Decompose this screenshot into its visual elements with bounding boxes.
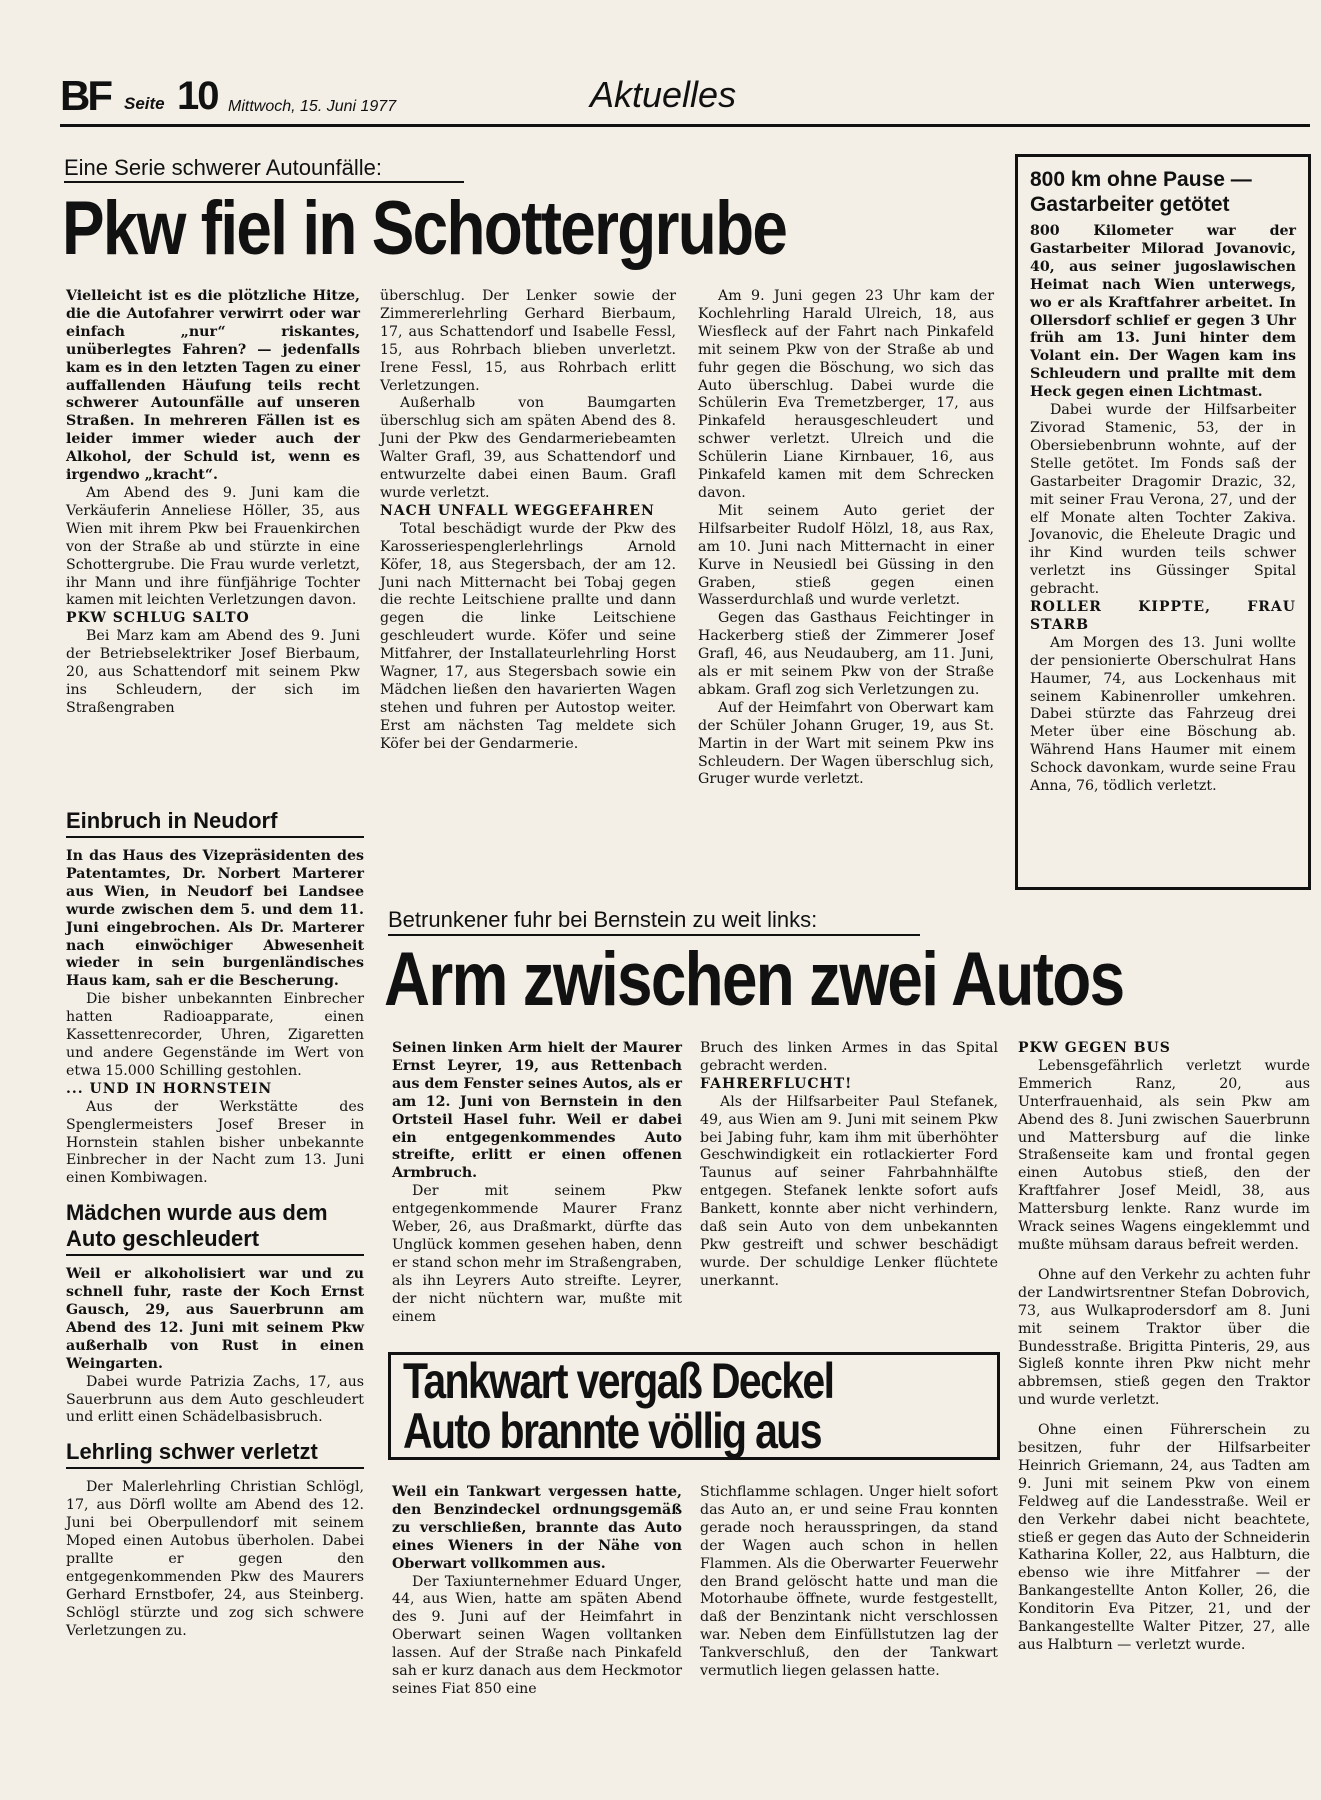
bus-column [1018, 1040, 1310, 1655]
issue-date: Mittwoch, 15. Juni 1977 [228, 98, 397, 115]
subhead-roller: ROLLER KIPPTE, FRAU STARB [1030, 599, 1296, 633]
section-title: Aktuelles [590, 74, 737, 115]
arm-column-2 [700, 1040, 998, 1291]
main-column-1 [66, 288, 360, 718]
maedchen-headline: Mädchen wurde aus dem Auto geschleudert [66, 1200, 328, 1252]
maedchen-paragraph: Dabei wurde Patrizia Zachs, 17, aus Sauerbrunn aus dem Auto geschleudert und erlitt einen Schädelbasisbruch. [66, 1373, 364, 1426]
arm-paragraph: Bruch des linken Armes in das Spital gebracht werden. [700, 1040, 998, 1074]
arm-paragraph: Der mit seinem Pkw entgegenkommende Maurer Franz Weber, 26, aus Draßmarkt, dürfte das Unglück kommen gesehen haben, denn er stand schon mehr im Straßengraben, als ihn Leyrers Auto streifte. Leyrer, der nicht nüchtern war, mußte mit einem [392, 1183, 682, 1325]
main-paragraph: Auf der Heimfahrt von Oberwart kam der Schüler Johann Gruger, 19, aus St. Martin in der Wart mit seinem Pkw ins Schleudern. Der Wagen überschlug sich, Gruger wurde verletzt. [698, 699, 994, 788]
main-column-2 [380, 288, 676, 754]
headline-rule [66, 1254, 364, 1256]
main-paragraph: Mit seinem Auto geriet der Hilfsarbeiter Rudolf Hölzl, 18, aus Rax, am 10. Juni nach Mitternacht in einer Kurve in Neusiedl bei Güssing in den Graben, stieß gegen einen Wasserdurchlaß und wurde verletzt. [698, 502, 994, 609]
subhead-bus: PKW GEGEN BUS [1018, 1040, 1171, 1056]
masthead-logo: BF [60, 72, 110, 119]
main-paragraph: Gegen das Gasthaus Feichtinger in Hackerberg stieß der Zimmerer Josef Grafl, 46, aus Neudauberg, am 11. Juni, als er mit seinem Pkw von der Straße abkam. Grafl zog sich Verletzungen zu. [698, 610, 994, 698]
box-paragraph: Am Morgen des 13. Juni wollte der pensionierte Oberschulrat Hans Haumer, 74, aus Lockenhaus mit seinem Kabinenroller umkehren. Dabei stürzte das Fahrzeug drei Meter über eine Böschung ab. Während Hans Haumer mit einem Schock davonkam, wurde seine Frau Anna, 76, tödlich verletzt. [1030, 634, 1296, 795]
main-kicker: Eine Serie schwerer Autounfälle: [64, 155, 382, 180]
page-label: Seite [124, 94, 165, 113]
lehrling-paragraph: Der Malerlehrling Christian Schlögl, 17, aus Dörfl wollte am Abend des 12. Juni bei Oberpullendorf mit seinem Moped einen Autobus überholen. Dabei prallte er gegen den entgegenkommenden Pkw des Maurers Gerhard Ernstbofer, 24, aus Steinberg. Schlögl stürzte und zog sich schwere Verletzungen zu. [66, 1479, 364, 1639]
main-column-3 [698, 288, 994, 789]
subhead-fahrerflucht: FAHRERFLUCHT! [700, 1075, 853, 1092]
box-headline: 800 km ohne Pause — Gastarbeiter getötet [1030, 168, 1252, 216]
arm-paragraph: Als der Hilfsarbeiter Paul Stefanek, 49, aus Wien am 9. Juni mit seinem Pkw bei Jabing fuhr, kam ihm mit überhöhter Geschwindigkeit ein rotlackierter Ford Taunus auf seiner Fahrbahnhälfte entgegen. Stefanek lenkte sofort aufs Bankett, konnte aber nicht verhindern, daß sein Auto von dem unbekannten Pkw gestreift und schwer beschädigt wurde. Der schuldige Lenker flüchtete unerkannt. [700, 1093, 998, 1289]
tank-headline-line-2: Auto brannte völlig aus [403, 1403, 821, 1459]
neudorf-headline: Einbruch in Neudorf [66, 808, 278, 833]
neudorf-paragraph: Die bisher unbekannten Einbrecher hatten Radioapparate, einen Kassettenrecorder, Uhren, Zigaretten und andere Gegenstände im Wert von etwa 15.000 Schilling gestohlen. [66, 991, 364, 1079]
arm-headline: Arm zwischen zwei Autos [384, 937, 1124, 1022]
lehrling-headline: Lehrling schwer verletzt [66, 1439, 318, 1465]
arm-kicker: Betrunkener fuhr bei Bernstein zu weit links: [388, 907, 818, 932]
main-lead: Vielleicht ist es die plötzliche Hitze, die die Autofahrer verwirrt oder war einfach „nur“ riskantes, unüberlegtes Fahren? — jedenfalls kam es in den letzten Tagen zu einer auffallenden Häufung teils recht schwerer Autounfälle auf unseren Straßen. In mehreren Fällen ist es leider immer wieder auch der Alkohol, der Schuld ist, wenn es irgendwo „kracht“. [66, 288, 360, 484]
arm-lead: Seinen linken Arm hielt der Maurer Ernst Leyrer, 19, aus Rettenbach aus dem Fenster seines Autos, als er am 12. Juni von Bernstein in den Ortsteil Hasel fuhr. Weil er dabei ein entgegenkommendes Auto streifte, erlitt er einen offenen Armbruch. [392, 1040, 682, 1182]
tank-headline-line-1: Tankwart vergaß Deckel [403, 1353, 834, 1409]
page-header [60, 72, 1310, 130]
main-paragraph: Bei Marz kam am Abend des 9. Juni der Betriebselektriker Josef Bierbaum, 20, aus Schattendorf mit seinem Pkw ins Schleudern, der sich im Straßengraben [66, 628, 360, 716]
subhead-weggefahren: NACH UNFALL WEGGEFAHREN [380, 502, 655, 519]
box-lead: 800 Kilometer war der Gastarbeiter Milorad Jovanovic, 40, aus seiner jugoslawischen Heimat nach Wien unterwegs, wo er als Kraftfahrer arbeitet. In Ollersdorf schlief er gegen 3 Uhr früh am 13. Juni hinter dem Volant ein. Der Wagen kam ins Schleudern und prallte mit dem Heck gegen einen Lichtmast. [1030, 223, 1296, 401]
main-paragraph: Außerhalb von Baumgarten überschlug sich am späten Abend des 8. Juni der Pkw des Gendarmeriebeamten Walter Grafl, 39, aus Schattendorf und entwurzelte dabei einen Baum. Grafl wurde verletzt. [380, 395, 676, 501]
tank-lead: Weil ein Tankwart vergessen hatte, den Benzindeckel ordnungsgemäß zu verschließen, brannte das Auto eines Wieners in der Nähe von Oberwart vollkommen aus. [392, 1484, 682, 1572]
tank-column-1 [392, 1484, 682, 1699]
bus-paragraph: Lebensgefährlich verletzt wurde Emmerich Ranz, 20, aus Unterfrauenhaid, als sein Pkw am Abend des 8. Juni zwischen Sauerbrunn und Mattersburg auf die linke Straßenseite kam und frontal gegen einen Autobus stieß, den der Kraftfahrer Josef Meidl, 38, aus Mattersburg lenkte. Ranz wurde im Wrack seines Wagens eingeklemmt und mußte mühsam daraus befreit werden. [1018, 1057, 1310, 1253]
boxed-story [1015, 154, 1311, 890]
bus-paragraph: Ohne auf den Verkehr zu achten fuhr der Landwirtsrentner Stefan Dobrovich, 73, aus Wulkaprodersdorf am 8. Juni mit seinem Traktor über die Bundesstraße. Brigitta Pinteris, 29, aus Sigleß konnte ihren Pkw nicht mehr abbremsen, stieß gegen den Traktor und wurde verletzt. [1018, 1266, 1310, 1409]
page-number: 10 [177, 74, 218, 118]
bus-paragraph: Ohne einen Führerschein zu besitzen, fuhr der Hilfsarbeiter Heinrich Griemann, 24, aus Tadten am 9. Juni mit seinem Pkw von einem Feldweg auf die Landesstraße. Weil er den Verkehr dabei nicht beachtete, stieß er gegen das Auto der Schneiderin Katharina Koller, 22, aus Halbturn, die ebenso wie ihre Mitfahrer — der Bankangestellte Anton Koller, 26, die Konditorin Eva Pitzer, 21, und der Bankangestellte Walter Pitzer, 27, alle aus Halbturn — verletzt wurde. [1018, 1422, 1310, 1653]
main-headline: Pkw fiel in Schottergrube [62, 186, 787, 271]
main-paragraph: Am 9. Juni gegen 23 Uhr kam der Kochlehrling Harald Ulreich, 18, aus Wiesfleck auf der Fahrt nach Pinkafeld mit seinem Pkw von der Straße ab und fuhr gegen die Böschung, wo sich das Auto überschlug. Dabei wurde die Schülerin Eva Tremetzberger, 17, aus Pinkafeld herausgeschleudert und schwer verletzt. Ulreich und die Schülerin Liane Kirnbauer, 16, aus Pinkafeld kamen mit dem Schrecken davon. [698, 288, 994, 501]
neudorf-lead: In das Haus des Vizepräsidenten des Patentamtes, Dr. Norbert Marterer aus Wien, in Neudorf bei Landsee wurde zwischen dem 5. und dem 11. Juni eingebrochen. Als Dr. Marterer nach einwöchiger Abwesenheit wieder in sein burgenländisches Haus kam, sah er die Bescherung. [66, 848, 364, 990]
main-paragraph: überschlug. Der Lenker sowie der Zimmererlehrling Gerhard Bierbaum, 17, aus Schattendorf und Isabelle Fessl, 15, aus Rohrbach blieben unverletzt. Irene Fessl, 15, aus Rohrbach erlitt Verletzungen. [380, 288, 676, 394]
maedchen-lead: Weil er alkoholisiert war und zu schnell fuhr, raste der Koch Ernst Gausch, 29, aus Sauerbrunn am Abend des 12. Juni mit seinem Pkw außerhalb von Rust in einen Weingarten. [66, 1266, 364, 1372]
header-rule [60, 124, 1310, 127]
box-paragraph: Dabei wurde der Hilfsarbeiter Zivorad Stamenic, 53, der in Obersiebenbrunn wohnte, auf der Stelle getötet. Im Fonds saß der Gastarbeiter Dragomir Drazic, 32, mit seiner Frau Verona, 27, und der elf Monate alten Tochter Zakiva. Jovanovic, die Eheleute Dragic und ihr Kind wurden teils schwer verletzt ins Güssinger Spital gebracht. [1030, 402, 1296, 598]
headline-rule [66, 1467, 364, 1469]
arm-column-1 [392, 1040, 682, 1327]
tank-headline-box [388, 1352, 1000, 1460]
hornstein-paragraph: Aus der Werkstätte des Spenglermeisters Josef Breser in Hornstein stahlen bisher unbekannte Einbrecher in der Nacht zum 13. Juni einen Kombiwagen. [66, 1098, 364, 1187]
left-column [66, 808, 364, 1641]
subhead-salto: PKW SCHLUG SALTO [66, 610, 250, 627]
tank-paragraph: Stichflamme schlagen. Unger hielt sofort das Auto an, er und seine Frau konnten gerade noch herausspringen, da stand der Wagen auch schon in hellen Flammen. Als die Oberwarter Feuerwehr den Brand gelöscht hatte und man die Motorhaube öffnete, wurde festgestellt, daß der Benzintank nicht verschlossen war. Neben dem Einfüllstutzen lag der Tankverschluß, den der Tankwart vermutlich liegen gelassen hatte. [700, 1484, 998, 1680]
tank-column-2 [700, 1484, 998, 1681]
main-paragraph: Am Abend des 9. Juni kam die Verkäuferin Anneliese Höller, 35, aus Wien mit ihrem Pkw bei Frauenkirchen von der Straße ab und stürzte in eine Schottergrube. Die Frau wurde verletzt, ihr Mann und ihre fünfjährige Tochter kamen mit leichten Verletzungen davon. [66, 484, 360, 609]
main-paragraph: Total beschädigt wurde der Pkw des Karosseriespenglerlehrlings Arnold Köfer, 18, aus Stegersbach, der am 12. Juni nach Mitternacht bei Tobaj gegen die rechte Leitschiene prallte und dann gegen die linke Leitschiene geschleudert wurde. Köfer und seine Mitfahrer, der Installateurlehrling Horst Wagner, 17, aus Stegersbach sowie ein Mädchen ließen den havarierten Wagen stehen und fuhren per Autostop weiter. Erst am nächsten Tag meldete sich Köfer bei der Gendarmerie. [380, 520, 676, 752]
kicker-underline [64, 181, 464, 183]
subhead-hornstein: ... UND IN HORNSTEIN [66, 1080, 273, 1097]
headline-rule [66, 836, 364, 838]
tank-paragraph: Der Taxiunternehmer Eduard Unger, 44, aus Wien, hatte am späten Abend des 9. Juni auf der Heimfahrt in Oberwart seinen Wagen volltanken lassen. Auf der Straße nach Pinkafeld sah er kurz danach aus dem Heckmotor seines Fiat 850 eine [392, 1573, 682, 1697]
